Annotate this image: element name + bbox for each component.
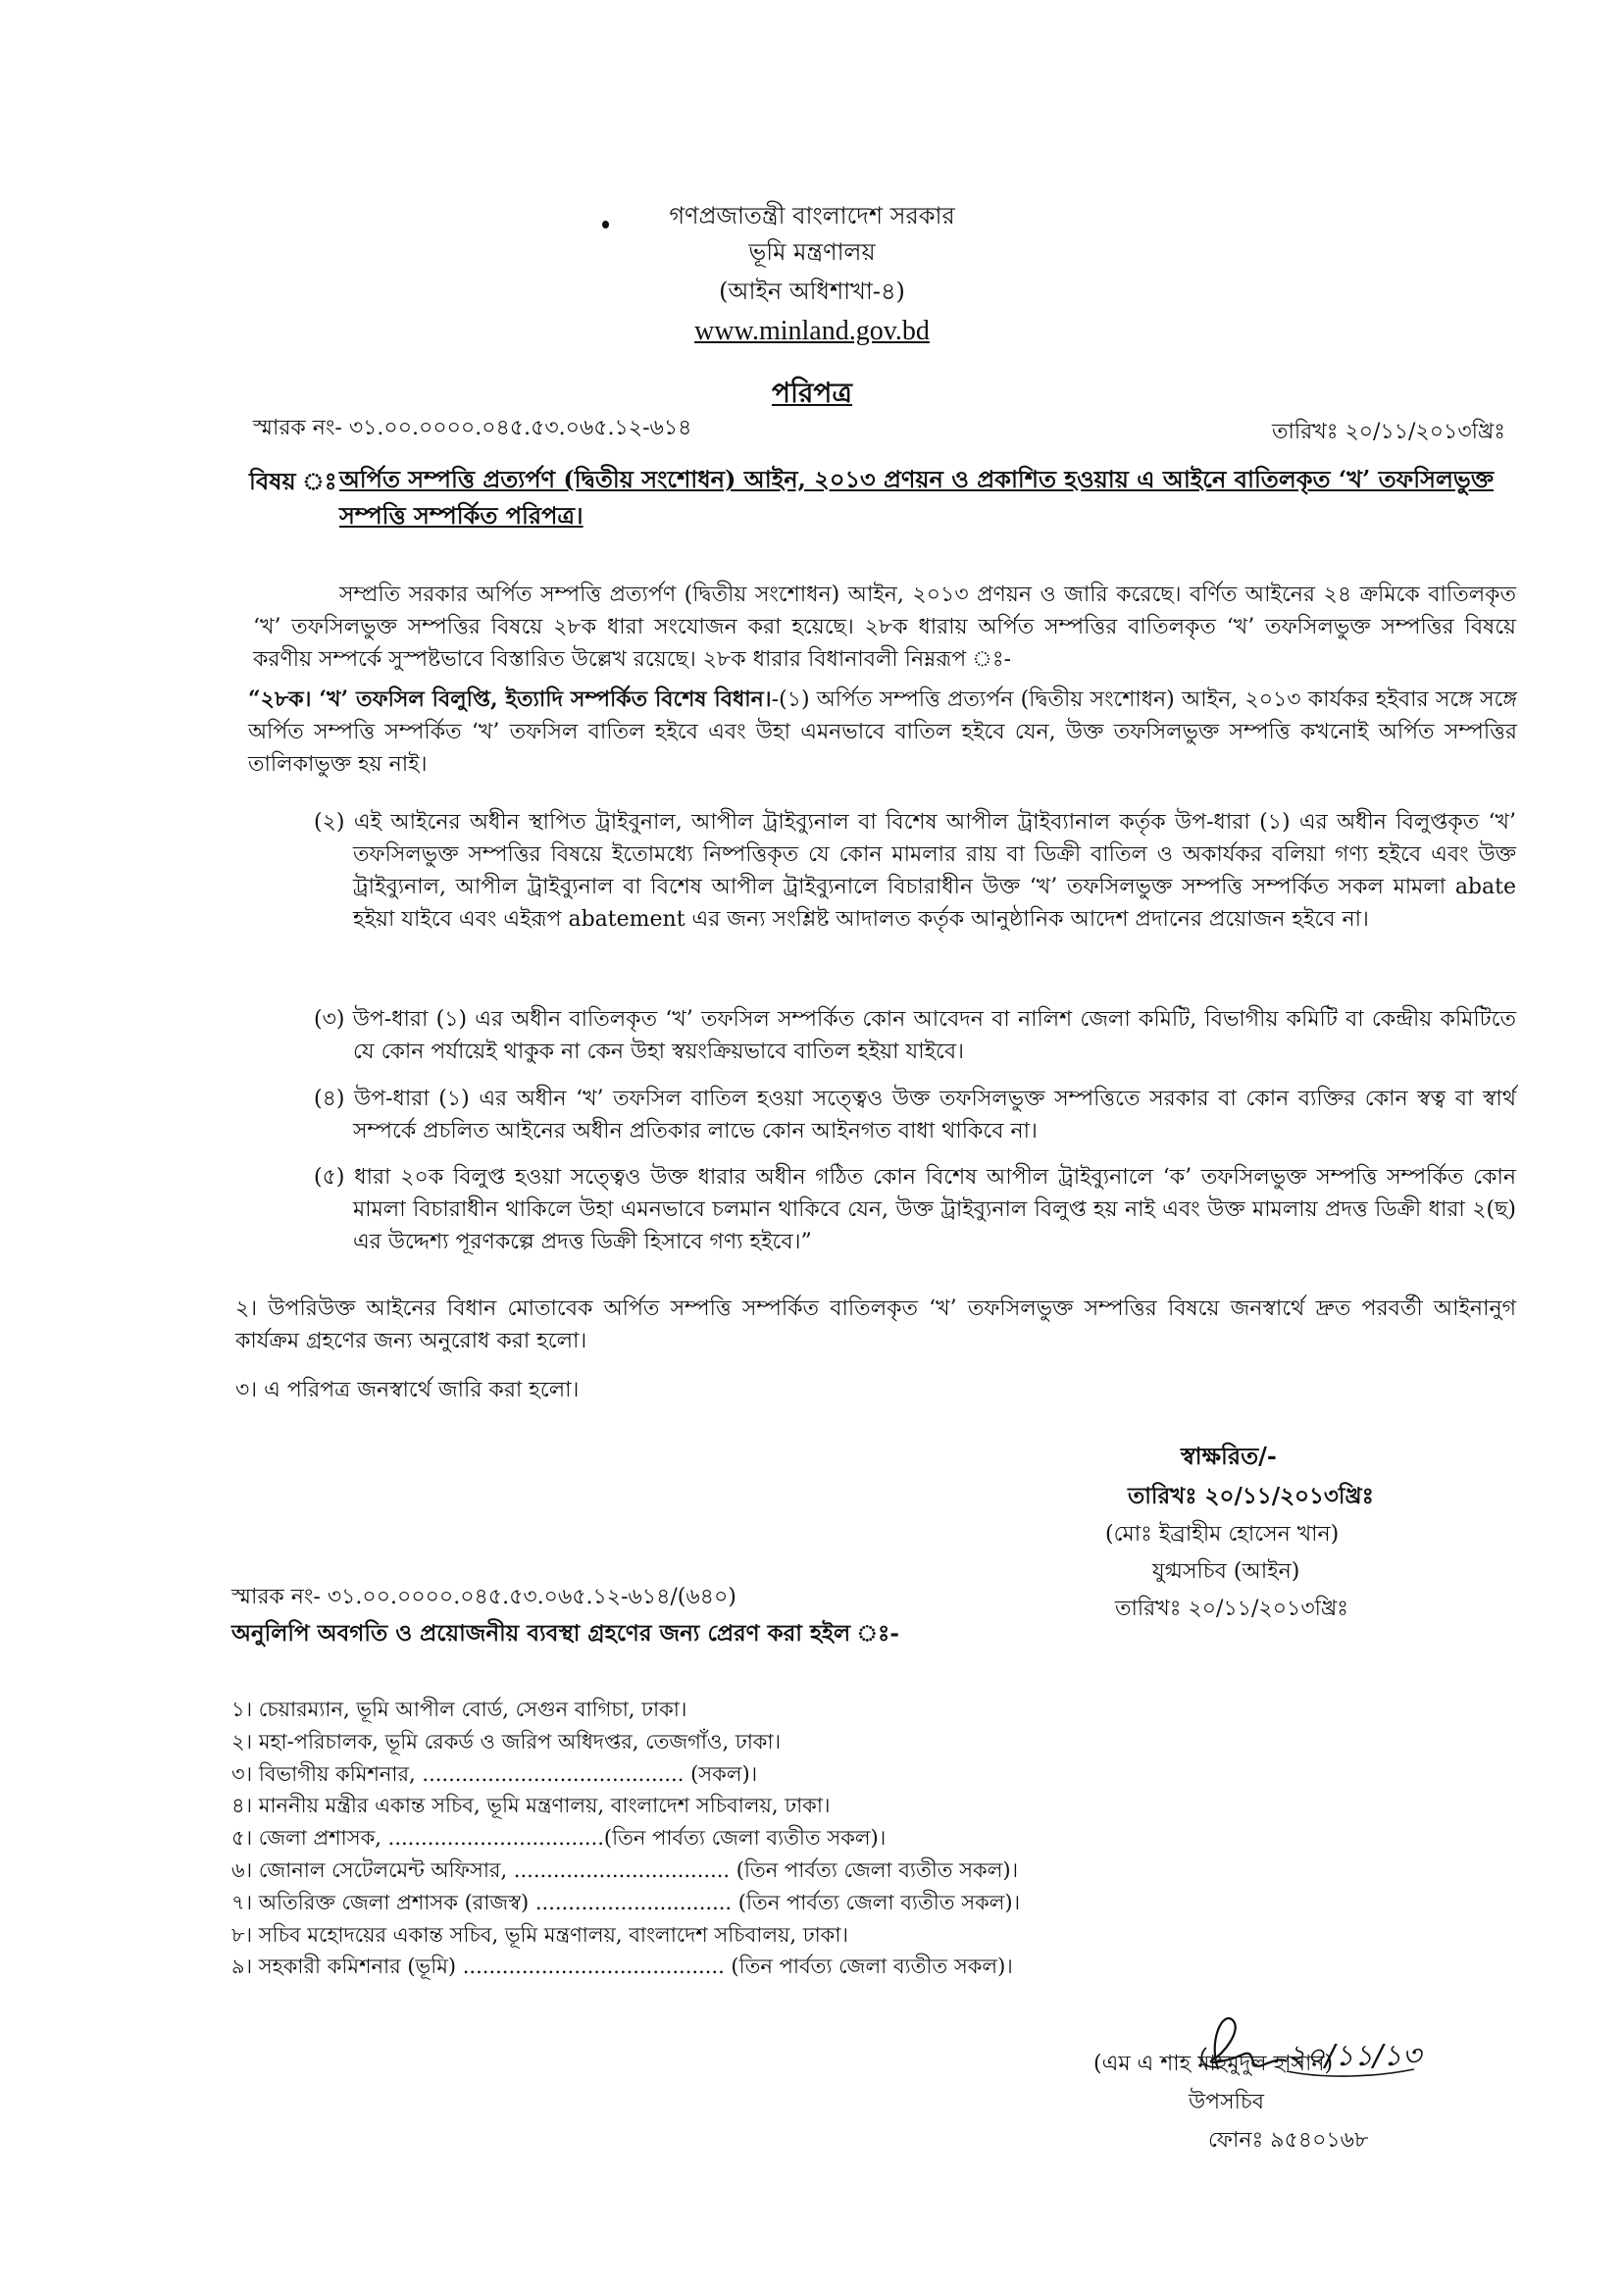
recipient-list: [231, 1694, 1212, 1983]
copy-memo-number: স্মারক নং- ৩১.০০.০০০০.০৪৫.৫৩.০৬৫.১২-৬১৪/(৬৪০): [231, 1585, 736, 1609]
clause-5: (৫) ধারা ২০ক বিলুপ্ত হওয়া সত্ত্বেও উক্ত ধারার অধীন গঠিত কোন বিশেষ আপীল ট্রাইব্যুনালে ‘ক’ তফসিলভুক্ত সম্পত্তি সম্পর্কিত কোন মামলা বিচারাধীন থাকিলে উহা এমনভাবে চলমান থাকিবে যেন, উক্ত ট্রাইব্যুনাল বিলুপ্ত হয় নাই এবং উক্ত মামলায় প্রদত্ত ডিক্রী ধারা ২(ছ) এর উদ্দেশ্য পূরণকল্পে প্রদত্ত ডিক্রী হিসাবে গণ্য হইবে।”: [314, 1165, 1516, 1254]
signature-date: তারিখঃ ২০/১১/২০১৩খ্রিঃ: [1115, 1597, 1349, 1621]
phone-number: ফোনঃ ৯৫৪০১৬৮: [1208, 2128, 1369, 2153]
section-28ka: [248, 684, 1517, 781]
signatory-designation: যুগ্মসচিব (আইন): [1152, 1559, 1300, 1584]
list-item: ৬। জোনাল সেটেলমেন্ট অফিসার, ................................. (তিন পার্বত্য জেলা ব্যতীত সকল)।: [231, 1857, 1019, 1882]
subject-label: বিষয় ঃ: [249, 467, 337, 495]
deputy-secretary-name: (এম এ শাহ মাহমুদুল হাসান): [1093, 2052, 1334, 2076]
list-item: ৮। সচিব মহোদয়ের একান্ত সচিব, ভূমি মন্ত্রণালয়, বাংলাদেশ সচিবালয়, ঢাকা।: [231, 1922, 848, 1947]
list-item: ৯। সহকারী কমিশনার (ভূমি) ........................................ (তিন পার্বত্য জেলা ব্যতীত সকল)।: [231, 1955, 1013, 1979]
paragraph-2: ২। উপরিউক্ত আইনের বিধান মোতাবেক অর্পিত সম্পত্তি সম্পর্কিত বাতিলকৃত ‘খ’ তফসিলভুক্ত সম্পত্তির বিষয়ে জনস্বার্থে দ্রুত পরবর্তী আইনানুগ কার্যক্রম গ্রহণের জন্য অনুরোধ করা হলো।: [235, 1296, 1516, 1353]
section-name: (আইন অধিশাখা-৪): [719, 278, 905, 305]
section-28ka-title: “২৮ক। ‘খ’ তফসিল বিলুপ্তি, ইত্যাদি সম্পর্কিত বিশেষ বিধান।: [248, 686, 772, 712]
scan-mark: [602, 221, 609, 229]
government-name: গণপ্রজাতন্ত্রী বাংলাদেশ সরকার: [669, 202, 955, 229]
signed-mark: স্বাক্ষরিত/-: [1181, 1442, 1277, 1470]
section-28ka-clause-1: -(১) অর্পিত সম্পত্তি প্রত্যর্পন (দ্বিতীয় সংশোধন) আইন, ২০১৩ কার্যকর হইবার সঙ্গে সঙ্গে অর্পিত সম্পত্তি সম্পর্কিত ‘খ’ তফসিল বাতিল হইবে এবং উহা এমনভাবে বাতিল হইবে যেন, উক্ত তফসিলভুক্ত সম্পত্তি কখনোই অর্পিত সম্পত্তির তালিকাভুক্ত হয় নাই।: [248, 687, 1517, 777]
signatory-name: (মোঃ ইব্রাহীম হোসেন খান): [1105, 1522, 1340, 1547]
list-item: ৫। জেলা প্রশাসক, .................................(তিন পার্বত্য জেলা ব্যতীত সকল)।: [231, 1826, 887, 1851]
website-link[interactable]: www.minland.gov.bd: [694, 316, 930, 346]
ministry-name: ভূমি মন্ত্রণালয়: [748, 238, 876, 266]
intro-paragraph: সম্প্রতি সরকার অর্পিত সম্পত্তি প্রত্যর্পণ (দ্বিতীয় সংশোধন) আইন, ২০১৩ প্রণয়ন ও জারি করেছে। বর্ণিত আইনের ২৪ ক্রমিকে বাতিলকৃত ‘খ’ তফসিলভুক্ত সম্পত্তির বিষয়ে ২৮ক ধারা সংযোজন করা হয়েছে। ২৮ক ধারায় অর্পিত সম্পত্তির বাতিলকৃত ‘খ’ তফসিলভুক্ত সম্পত্তির বিষয়ে করণীয় সম্পর্কে সুস্পষ্টভাবে বিস্তারিত উল্লেখ রয়েছে। ২৮ক ধারার বিধানাবলী নিম্নরূপ ঃ-: [253, 583, 1516, 672]
memo-number: স্মারক নং- ৩১.০০.০০০০.০৪৫.৫৩.০৬৫.১২-৬১৪: [253, 416, 692, 440]
list-item: ৪। মাননীয় মন্ত্রীর একান্ত সচিব, ভূমি মন্ত্রণালয়, বাংলাদেশ সচিবালয়, ঢাকা।: [231, 1794, 831, 1818]
list-item: ১। চেয়ারম্যান, ভূমি আপীল বোর্ড, সেগুন বাগিচা, ঢাকা।: [231, 1698, 687, 1721]
list-item: ৩। বিভাগীয় কমিশনার, ........................................ (সকল)।: [231, 1761, 758, 1786]
paragraph-3: ৩। এ পরিপত্র জনস্বার্থে জারি করা হলো।: [235, 1378, 580, 1402]
signature-date-handwritten: ২০/১১/১৩: [1287, 2039, 1422, 2073]
clause-3: (৩) উপ-ধারা (১) এর অধীন বাতিলকৃত ‘খ’ তফসিল সম্পর্কিত কোন আবেদন বা নালিশ জেলা কমিটি, বিভাগীয় কমিটি বা কেন্দ্রীয় কমিটিতে যে কোন পর্যায়েই থাকুক না কেন উহা স্বয়ংক্রিয়ভাবে বাতিল হইয়া যাইবে।: [314, 1007, 1516, 1064]
clause-4: (৪) উপ-ধারা (১) এর অধীন ‘খ’ তফসিল বাতিল হওয়া সত্ত্বেও উক্ত তফসিলভুক্ত সম্পত্তিতে সরকার বা কোন ব্যক্তির কোন স্বত্ব বা স্বার্থ সম্পর্কে প্রচলিত আইনের অধীন প্রতিকার লাভে কোন আইনগত বাধা থাকিবে না।: [314, 1087, 1516, 1143]
list-item: ৭। অতিরিক্ত জেলা প্রশাসক (রাজস্ব) .............................. (তিন পার্বত্য জেলা ব্যতীত সকল)।: [231, 1890, 1021, 1914]
deputy-secretary-designation: উপসচিব: [1189, 2090, 1265, 2114]
signature-date-bold: তারিখঃ ২০/১১/২০১৩খ্রিঃ: [1128, 1483, 1374, 1509]
clause-2: (২) এই আইনের অধীন স্থাপিত ট্রাইবুনাল, আপীল ট্রাইব্যুনাল বা বিশেষ আপীল ট্রাইব্যানাল কর্তৃক উপ-ধারা (১) এর অধীন বিলুপ্তকৃত ‘খ’ তফসিলভুক্ত সম্পত্তির বিষয়ে ইতোমধ্যে নিষ্পত্তিকৃত যে কোন মামলার রায় বা ডিক্রী বাতিল ও অকার্যকর বলিয়া গণ্য হইবে এবং উক্ত ট্রাইব্যুনাল, আপীল ট্রাইব্যুনাল বা বিশেষ আপীল ট্রাইব্যুনালে বিচারাধীন উক্ত ‘খ’ তফসিলভুক্ত সম্পত্তি সম্পর্কিত সকল মামলা abate হইয়া যাইবে এবং এইরূপ abatement এর জন্য সংশ্লিষ্ট আদালত কর্তৃক আনুষ্ঠানিক আদেশ প্রদানের প্রয়োজন হইবে না।: [314, 810, 1516, 932]
subject-text: অর্পিত সম্পত্তি প্রত্যর্পণ (দ্বিতীয় সংশোধন) আইন, ২০১৩ প্রণয়ন ও প্রকাশিত হওয়ায় এ আইনে বাতিলকৃত ‘খ’ তফসিলভুক্ত সম্পত্তি সম্পর্কিত পরিপত্র।: [339, 465, 1495, 530]
memo-date: তারিখঃ ২০/১১/২০১৩খ্রিঃ: [1272, 420, 1506, 444]
copy-heading: অনুলিপি অবগতি ও প্রয়োজনীয় ব্যবস্থা গ্রহণের জন্য প্রেরণ করা হইল ঃ-: [231, 1620, 899, 1647]
list-item: ২। মহা-পরিচালক, ভূমি রেকর্ড ও জরিপ অধিদপ্তর, তেজগাঁও, ঢাকা।: [231, 1729, 782, 1753]
document-type-title: পরিপত্র: [772, 377, 852, 409]
